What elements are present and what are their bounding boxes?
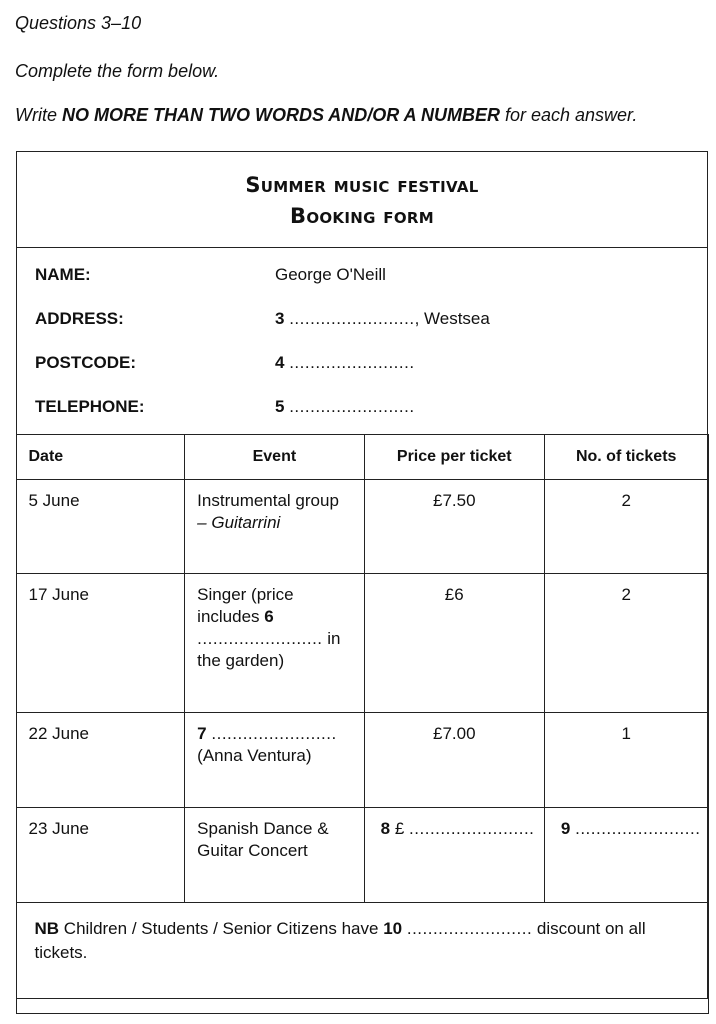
- answer-blank[interactable]: ........................: [289, 397, 415, 416]
- word-limit-emphasis: NO MORE THAN TWO WORDS AND/OR A NUMBER: [62, 105, 500, 125]
- table-header-row: [16, 435, 708, 480]
- table-row: [16, 713, 708, 808]
- note-cell: [16, 903, 708, 1014]
- field-value: [275, 309, 490, 329]
- answer-blank[interactable]: ........................: [409, 819, 535, 838]
- answer-blank[interactable]: ........................: [575, 819, 701, 838]
- date-cell: 23 June: [16, 808, 185, 903]
- event-text: Singer (price includes: [197, 585, 294, 626]
- tickets-cell: [544, 808, 708, 903]
- field-suffix: , Westsea: [414, 309, 490, 328]
- question-number: 10: [383, 919, 403, 938]
- price-cell: [364, 808, 544, 903]
- tickets-cell: 1: [544, 713, 708, 808]
- event-cell: [185, 808, 364, 903]
- answer-blank[interactable]: ........................: [197, 629, 323, 648]
- answer-blank[interactable]: ........................: [406, 919, 533, 938]
- field-value: George O'Neill: [275, 265, 386, 284]
- table-row: [16, 808, 708, 903]
- column-header-date: Date: [16, 435, 185, 480]
- tickets-cell: 2: [544, 574, 708, 713]
- field-name-row: [17, 265, 707, 289]
- note-text: Children / Students / Senior Citizens have: [59, 919, 384, 938]
- note-text: discount on all tickets.: [34, 919, 646, 962]
- event-text: – Guitarrini: [197, 513, 281, 532]
- questions-heading: Questions 3–10: [15, 13, 142, 33]
- question-number: 4: [275, 353, 285, 372]
- date-cell: 17 June: [16, 574, 185, 713]
- price-cell: £7.00: [364, 713, 544, 808]
- table-row: [16, 480, 708, 574]
- column-header-tickets: No. of tickets: [544, 435, 708, 480]
- answer-blank[interactable]: ........................: [289, 353, 415, 372]
- event-text: Spanish Dance &: [197, 819, 329, 838]
- field-address-row: [17, 309, 707, 333]
- question-number: 5: [275, 397, 285, 416]
- booking-form: [16, 151, 708, 999]
- answer-blank[interactable]: ........................: [289, 309, 415, 328]
- tickets-cell: 2: [544, 480, 708, 574]
- date-cell: 5 June: [16, 480, 185, 574]
- question-number: 9: [560, 819, 571, 838]
- instruction-text: Complete the form below.: [15, 61, 220, 81]
- question-number: 8: [380, 819, 391, 838]
- event-cell: [185, 713, 364, 808]
- note-row: [16, 903, 708, 1014]
- field-telephone-row: [17, 397, 707, 421]
- events-table: [16, 434, 709, 1014]
- field-label: TELEPHONE:: [35, 397, 145, 416]
- field-label: NAME:: [35, 265, 91, 284]
- event-cell: [185, 574, 364, 713]
- event-text: in the garden): [197, 629, 341, 670]
- column-header-event: Event: [185, 435, 364, 480]
- form-title-box: [17, 152, 707, 248]
- question-number: 6: [264, 607, 274, 626]
- form-title-line1: Summer music festival: [245, 173, 479, 197]
- table-row: [16, 574, 708, 713]
- field-label: ADDRESS:: [35, 309, 124, 328]
- word-limit-suffix: for each answer.: [499, 105, 638, 125]
- date-cell: 22 June: [16, 713, 185, 808]
- field-value: [275, 397, 415, 417]
- answer-blank[interactable]: ........................: [211, 724, 337, 743]
- currency-symbol: £: [394, 819, 405, 838]
- event-text: (Anna Ventura): [197, 746, 312, 765]
- field-postcode-row: [17, 353, 707, 377]
- form-title-line2: Booking form: [290, 204, 434, 228]
- column-header-price: Price per ticket: [364, 435, 544, 480]
- question-number: 7: [197, 724, 207, 743]
- question-number: 3: [275, 309, 285, 328]
- field-value: [275, 353, 415, 373]
- field-label: POSTCODE:: [35, 353, 137, 372]
- word-limit-prefix: Write: [15, 105, 62, 125]
- price-cell: £7.50: [364, 480, 544, 574]
- event-text: Instrumental group: [197, 491, 339, 510]
- event-text: Guitar Concert: [197, 841, 308, 860]
- price-cell: £6: [364, 574, 544, 713]
- event-cell: [185, 480, 364, 574]
- nb-label: NB: [34, 919, 60, 938]
- word-limit-instruction: [15, 105, 637, 126]
